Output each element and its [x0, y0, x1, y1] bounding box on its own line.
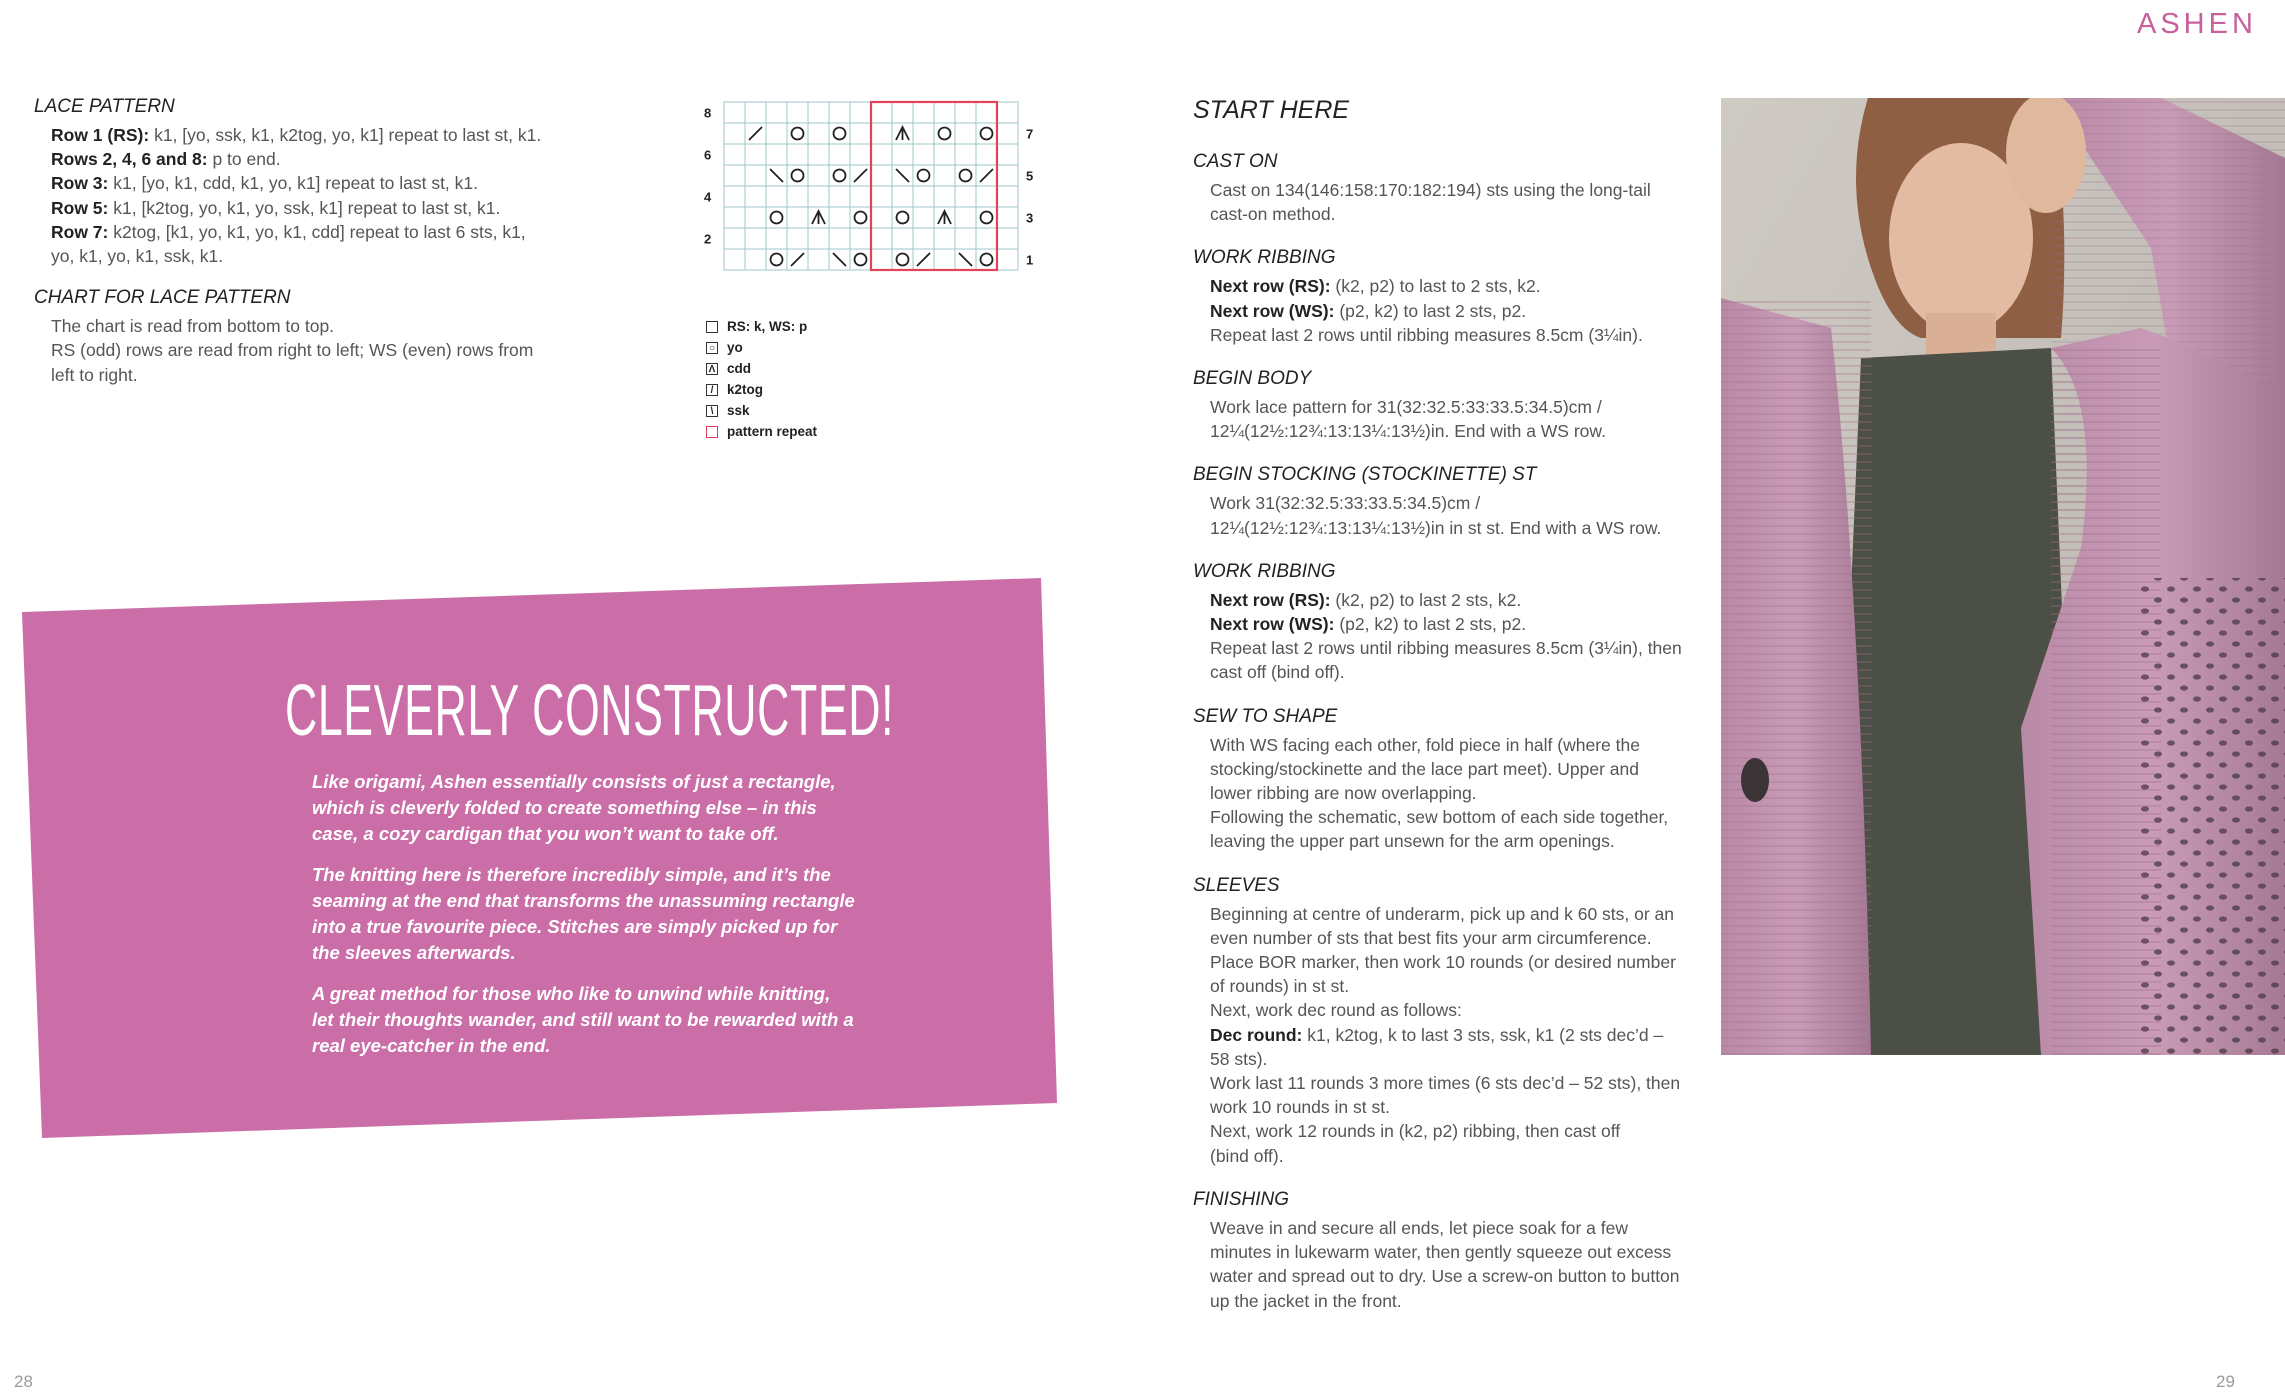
chart-cell: [850, 144, 871, 165]
section-title: SEW TO SHAPE: [1193, 705, 1338, 727]
chart-cell: [913, 123, 934, 144]
chart-cell: [997, 123, 1018, 144]
row-number-right: 3: [1026, 210, 1034, 226]
sew-section: [1193, 705, 1713, 854]
legend-label: RS: k, WS: p: [727, 319, 808, 334]
chart-cell: [745, 102, 766, 123]
chart-cell: [871, 249, 892, 270]
text-line: 12¼(12½:12¾:13:13¼:13½)in in st st. End with a WS row.: [1210, 517, 1662, 538]
chart-cell: [913, 186, 934, 207]
chart-cell: [787, 102, 808, 123]
row-number-left: 6: [704, 147, 712, 163]
chart-cell: [787, 186, 808, 207]
chart-cell: [724, 102, 745, 123]
text-line: With WS facing each other, fold piece in half (where the: [1210, 734, 1640, 755]
row-number-left: 4: [704, 189, 712, 205]
start-here-heading: START HERE: [1193, 96, 1350, 124]
chart-cell: [850, 228, 871, 249]
banner-paragraph: The knitting here is therefore incredibly simple, and it’s the seaming at the end that transforms the unassuming rectangle into a true favourite piece. Stitches are simply picked up for the sleeves afterwards.: [312, 864, 855, 963]
chart-cell: [913, 144, 934, 165]
row-number-left: 2: [704, 231, 712, 247]
chart-cell: [976, 207, 997, 228]
text-line: Cast on 134(146:158:170:182:194) sts using the long-tail: [1210, 180, 1651, 200]
lace-pattern-title: LACE PATTERN: [34, 96, 175, 117]
chart-cell: [997, 207, 1018, 228]
legend-item: [706, 358, 817, 379]
text-line: water and spread out to dry. Use a screw-on button to button: [1210, 1266, 1680, 1287]
chart-cell: [997, 249, 1018, 270]
chart-cell: [934, 249, 955, 270]
chart-legend: [706, 316, 817, 442]
lace-row-continued: yo, k1, yo, k1, ssk, k1.: [51, 246, 224, 267]
text-line: cast-on method.: [1210, 204, 1336, 225]
text-line: minutes in lukewarm water, then gently squeeze out excess: [1210, 1242, 1672, 1263]
chart-cell: [829, 144, 850, 165]
chart-cell: [871, 123, 892, 144]
banner-title: CLEVERLY CONSTRUCTED!: [285, 671, 895, 751]
chart-cell: [745, 144, 766, 165]
row-number-left: 8: [704, 105, 712, 121]
chart-cell: [892, 102, 913, 123]
chart-cell: [913, 165, 934, 186]
chart-cell: [724, 123, 745, 144]
chart-cell: [871, 228, 892, 249]
chart-cell: [934, 186, 955, 207]
chart-cell: [829, 228, 850, 249]
chart-cell: [934, 228, 955, 249]
text-line: stocking/stockinette and the lace part meet). Upper and: [1210, 758, 1639, 779]
sleeves-section: [1193, 874, 1713, 1168]
text-line: Beginning at centre of underarm, pick up and k 60 sts, or an: [1210, 903, 1675, 924]
chart-cell: [997, 165, 1018, 186]
section-title: WORK RIBBING: [1193, 560, 1336, 582]
page-number-left: 28: [14, 1372, 33, 1391]
chart-cell: [745, 228, 766, 249]
legend-item: [706, 400, 817, 421]
hand: [2006, 98, 2086, 213]
text-line: even number of sts that best fits your arm circumference.: [1210, 927, 1652, 948]
chart-cell: [976, 228, 997, 249]
chart-cell: [766, 144, 787, 165]
chart-cell: [766, 249, 787, 270]
model-photo: [1721, 98, 2285, 1055]
section-title: BEGIN BODY: [1193, 368, 1312, 390]
chart-cell: [913, 102, 934, 123]
row-number-right: 1: [1026, 252, 1034, 268]
chart-cell: [724, 249, 745, 270]
chart-cell: [955, 186, 976, 207]
banner-body: [312, 769, 857, 1074]
chart-instruction-line: left to right.: [51, 364, 138, 385]
begin-body-section: [1193, 367, 1713, 443]
text-line: Next row (RS): (k2, p2) to last 2 sts, k2.: [1210, 589, 1522, 610]
chart-cell: [892, 228, 913, 249]
section-title: SLEEVES: [1193, 874, 1280, 896]
section-title: WORK RIBBING: [1193, 247, 1336, 269]
lace-pattern-section: [34, 95, 554, 387]
section-title: BEGIN STOCKING (STOCKINETTE) ST: [1193, 464, 1537, 486]
chart-cell: [892, 144, 913, 165]
chart-cell: [724, 165, 745, 186]
chart-cell: [955, 144, 976, 165]
text-line: Work 31(32:32.5:33:33.5:34.5)cm /: [1210, 493, 1481, 514]
k2tog-legend-icon: /: [706, 384, 718, 396]
chart-cell: [976, 186, 997, 207]
repeat-legend-icon: [706, 426, 718, 438]
text-line: Following the schematic, sew bottom of each side together,: [1210, 807, 1669, 828]
chart-cell: [787, 144, 808, 165]
chart-cell: [724, 144, 745, 165]
chart-cell: [850, 123, 871, 144]
lace-chart: [700, 98, 1050, 278]
chart-cell: [766, 123, 787, 144]
chart-cell: [745, 207, 766, 228]
text-line: Repeat last 2 rows until ribbing measures 8.5cm (3¼in), then: [1210, 638, 1682, 659]
text-line: Next row (WS): (p2, k2) to last 2 sts, p2.: [1210, 300, 1527, 321]
chart-cell: [766, 228, 787, 249]
chart-cell: [955, 123, 976, 144]
chart-cell: [976, 249, 997, 270]
text-line: Dec round: k1, k2tog, k to last 3 sts, ssk, k1 (2 sts dec’d –: [1210, 1024, 1664, 1045]
chart-cell: [976, 123, 997, 144]
chart-cell: [871, 102, 892, 123]
chart-cell: [787, 228, 808, 249]
text-line: Weave in and secure all ends, let piece soak for a few: [1210, 1217, 1628, 1238]
legend-label: cdd: [727, 361, 752, 376]
pattern-brand-title: ASHEN: [2137, 8, 2257, 40]
chart-cell: [808, 249, 829, 270]
lace-panel: [2141, 578, 2285, 1055]
chart-cell: [829, 102, 850, 123]
chart-instruction-line: RS (odd) rows are read from right to left; WS (even) rows from: [51, 340, 534, 361]
text-line: work 10 rounds in st st.: [1210, 1097, 1390, 1118]
chart-cell: [871, 165, 892, 186]
lace-row: Row 5: k1, [k2tog, yo, k1, yo, ssk, k1] repeat to last st, k1.: [51, 197, 501, 218]
cdd-legend-icon: Λ: [706, 363, 718, 375]
lace-row: Row 7: k2tog, [k1, yo, k1, yo, k1, cdd] repeat to last 6 sts, k1,: [51, 221, 526, 242]
text-line: Repeat last 2 rows until ribbing measures 8.5cm (3¼in).: [1210, 324, 1643, 345]
text-line: (bind off).: [1210, 1145, 1284, 1166]
legend-label: yo: [727, 340, 743, 355]
text-line: Place BOR marker, then work 10 rounds (or desired number: [1210, 952, 1676, 973]
stocking-section: [1193, 463, 1713, 539]
chart-cell: [808, 186, 829, 207]
legend-item: [706, 337, 817, 358]
section-title: CAST ON: [1193, 151, 1278, 172]
chart-cell: [787, 207, 808, 228]
legend-label: ssk: [727, 403, 750, 418]
chart-cell: [892, 186, 913, 207]
chart-cell: [892, 207, 913, 228]
chart-cell: [955, 102, 976, 123]
legend-label: k2tog: [727, 382, 764, 397]
chart-cell: [934, 165, 955, 186]
text-line: Work lace pattern for 31(32:32.5:33:33.5:34.5)cm /: [1210, 397, 1602, 418]
chart-instructions-title: CHART FOR LACE PATTERN: [34, 287, 291, 309]
chart-cell: [892, 249, 913, 270]
legend-item: [706, 421, 817, 442]
chart-cell: [955, 228, 976, 249]
page-number-right: 29: [2216, 1372, 2235, 1391]
text-line: cast off (bind off).: [1210, 662, 1345, 683]
chart-cell: [724, 228, 745, 249]
lace-row: Row 1 (RS): k1, [yo, ssk, k1, k2tog, yo, k1] repeat to last st, k1.: [51, 125, 542, 145]
text-line: leaving the upper part unsewn for the arm openings.: [1210, 831, 1615, 852]
ribbing-section: [1193, 246, 1713, 347]
section-title: FINISHING: [1193, 1188, 1290, 1210]
ssk-legend-icon: \: [706, 405, 718, 417]
banner-paragraph: A great method for those who like to unwind while knitting, let their thoughts wander, and still want to be rewarded with a real eye-catcher in the end.: [312, 983, 854, 1056]
chart-cell: [913, 207, 934, 228]
text-line: up the jacket in the front.: [1210, 1290, 1402, 1311]
chart-cell: [829, 186, 850, 207]
chart-cell: [850, 102, 871, 123]
chart-cell: [871, 144, 892, 165]
chart-cell: [934, 123, 955, 144]
finishing-section: [1193, 1188, 1713, 1313]
chart-cell: [934, 102, 955, 123]
lace-row: Rows 2, 4, 6 and 8: p to end.: [51, 149, 281, 170]
chart-cell: [766, 102, 787, 123]
text-line: Next row (WS): (p2, k2) to last 2 sts, p2.: [1210, 614, 1527, 635]
text-line: Next, work 12 rounds in (k2, p2) ribbing, then cast off: [1210, 1121, 1621, 1142]
chart-cell: [850, 207, 871, 228]
lace-row: Row 3: k1, [yo, k1, cdd, k1, yo, k1] repeat to last st, k1.: [51, 173, 478, 194]
chart-cell: [745, 186, 766, 207]
text-line: of rounds) in st st.: [1210, 976, 1350, 997]
legend-item: [706, 316, 817, 337]
chart-cell: [997, 228, 1018, 249]
chart-cell: [997, 186, 1018, 207]
chart-cell: [829, 123, 850, 144]
chart-cell: [955, 165, 976, 186]
legend-label: pattern repeat: [727, 424, 818, 439]
yo-legend-icon: ○: [706, 342, 718, 354]
text-line: lower ribbing are now overlapping.: [1210, 783, 1477, 804]
row-number-right: 7: [1026, 126, 1034, 142]
text-line: 12¼(12½:12¾:13:13¼:13½)in. End with a WS row.: [1210, 421, 1606, 442]
chart-cell: [976, 144, 997, 165]
chart-cell: [808, 165, 829, 186]
chart-cell: [997, 144, 1018, 165]
chart-cell: [913, 228, 934, 249]
text-line: Next row (RS): (k2, p2) to last to 2 sts, k2.: [1210, 276, 1541, 297]
chart-cell: [808, 123, 829, 144]
chart-cell: [766, 186, 787, 207]
chart-cell: [745, 165, 766, 186]
instructions-column: [1193, 150, 1713, 1333]
chart-cell: [871, 186, 892, 207]
chart-cell: [934, 144, 955, 165]
chart-cell: [724, 207, 745, 228]
chart-cell: [997, 102, 1018, 123]
chart-cell: [724, 186, 745, 207]
chart-cell: [955, 207, 976, 228]
text-line: 58 sts).: [1210, 1048, 1268, 1069]
row-number-right: 5: [1026, 168, 1034, 184]
chart-cell: [808, 228, 829, 249]
chart-cell: [871, 207, 892, 228]
text-line: Next, work dec round as follows:: [1210, 1000, 1462, 1021]
chart-cell: [850, 186, 871, 207]
chart-cell: [976, 102, 997, 123]
chart-instruction-line: The chart is read from bottom to top.: [51, 316, 335, 337]
ribbing-section: [1193, 560, 1713, 685]
chart-cell: [808, 144, 829, 165]
banner-paragraph: Like origami, Ashen essentially consists of just a rectangle, which is cleverly folded to create something else – in this case, a cozy cardigan that you won’t want to take off.: [312, 771, 836, 844]
chart-cell: [829, 207, 850, 228]
chart-cell: [766, 207, 787, 228]
legend-item: [706, 379, 817, 400]
knit-legend-icon: [706, 321, 718, 333]
chart-cell: [787, 165, 808, 186]
chart-cell: [745, 249, 766, 270]
button: [1741, 758, 1769, 802]
chart-cell: [787, 123, 808, 144]
chart-cell: [808, 102, 829, 123]
cast-on-section: [1193, 150, 1713, 226]
chart-cell: [850, 249, 871, 270]
text-line: Work last 11 rounds 3 more times (6 sts dec’d – 52 sts), then: [1210, 1073, 1681, 1094]
chart-cell: [829, 165, 850, 186]
